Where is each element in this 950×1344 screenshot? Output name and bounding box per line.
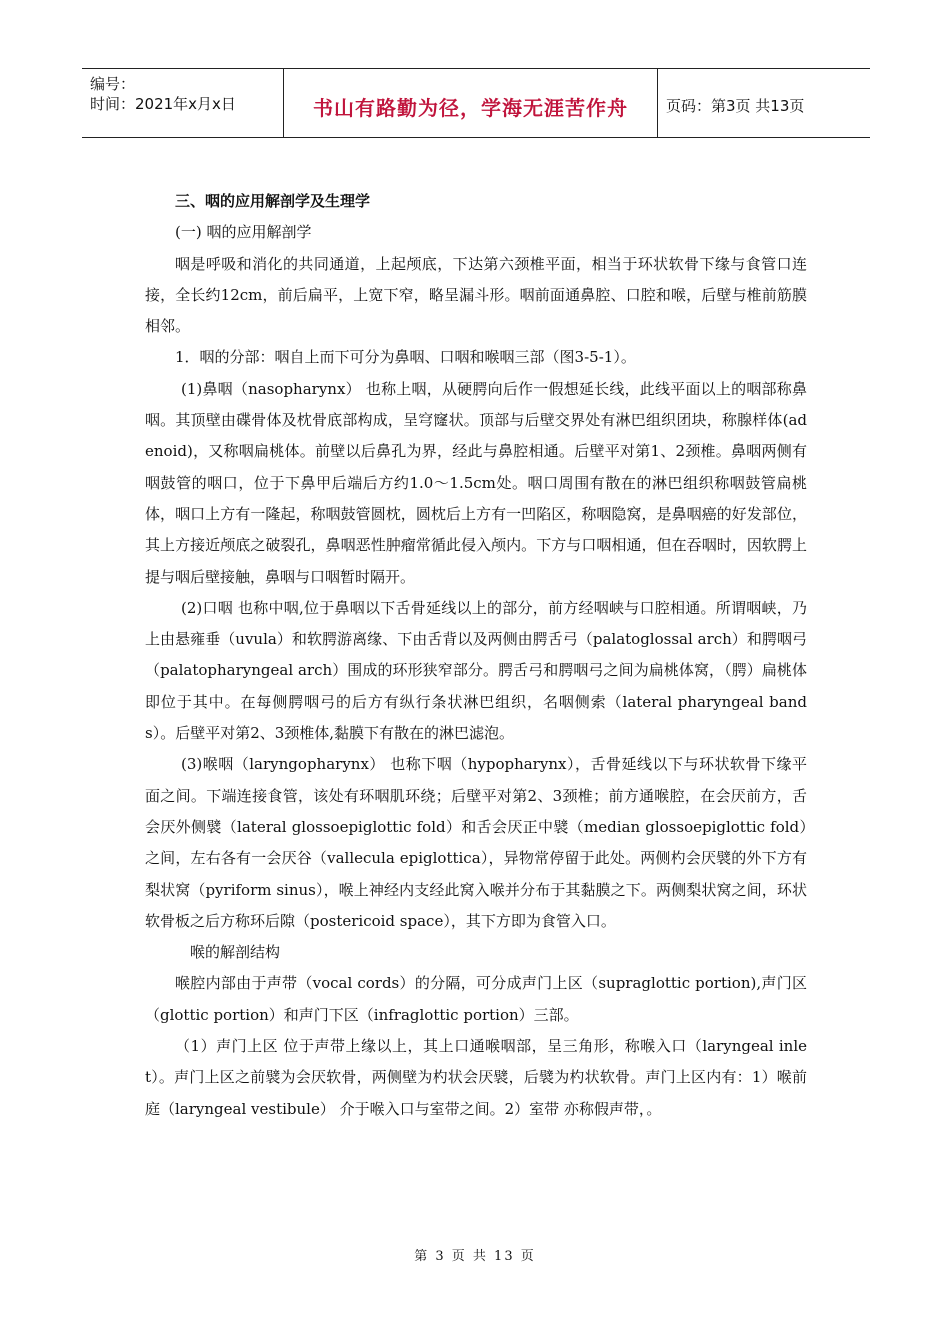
header-motto: 书山有路勤为径，学海无涯苦作舟 (313, 96, 628, 120)
header-motto-cell (284, 69, 658, 137)
document-body (145, 186, 807, 1125)
subsection-heading: (一) 咽的应用解剖学 (175, 223, 312, 242)
body-paragraph: (3)喉咽（laryngopharynx） 也称下咽（hypopharynx），舌骨延线以下与环状软骨下缘平面之间。下端连接食管，该处有环咽肌环绕；后壁平对第2、3颈椎；前方通喉腔，在会厌前方，舌会厌外侧襞（lateral glossoepiglottic fold）和舌会厌正中襞（median glossoepiglottic fold）之间，左右各有一会厌谷（vallecula epiglottica），异物常停留于此处。两侧杓会厌襞的外下方有梨状窝（pyriform sinus），喉上神经内支经此窝入喉并分布于其黏膜之下。两侧梨状窝之间，环状软骨板之后方称环后隙（postericoid space），其下方即为食管入口。 (145, 755, 807, 930)
subsection-heading: 喉的解剖结构 (190, 943, 281, 962)
section-heading: 三、咽的应用解剖学及生理学 (175, 192, 371, 210)
document-date: 时间：2021年x月x日 (90, 95, 236, 113)
document-number-label: 编号： (90, 75, 136, 93)
header-page-cell (658, 69, 870, 137)
body-paragraph: (1)鼻咽（nasopharynx） 也称上咽，从硬腭向后作一假想延长线，此线平面以上的咽部称鼻咽。其顶壁由碟骨体及枕骨底部构成，呈穹窿状。顶部与后壁交界处有淋巴组织团块，称腺样体(adenoid)，又称咽扁桃体。前壁以后鼻孔为界，经此与鼻腔相通。后壁平对第1、2颈椎。鼻咽两侧有咽鼓管的咽口，位于下鼻甲后端后方约1.0～1.5cm处。咽口周围有散在的淋巴组织称咽鼓管扁桃体，咽口上方有一隆起，称咽鼓管圆枕，圆枕后上方有一凹陷区，称咽隐窝，是鼻咽癌的好发部位，其上方接近颅底之破裂孔，鼻咽恶性肿瘤常循此侵入颅内。下方与口咽相通，但在吞咽时，因软腭上提与咽后壁接触，鼻咽与口咽暂时隔开。 (145, 379, 807, 586)
body-paragraph: 1．咽的分部：咽自上而下可分为鼻咽、口咽和喉咽三部（图3-5-1）。 (175, 348, 636, 367)
header-page-info: 页码：第3页 共13页 (666, 97, 805, 115)
body-paragraph: (2)口咽 也称中咽,位于鼻咽以下舌骨延线以上的部分，前方经咽峡与口腔相通。所谓咽峡，乃上由悬雍垂（uvula）和软腭游离缘、下由舌背以及两侧由腭舌弓（palatoglossal arch）和腭咽弓（palatopharyngeal arch）围成的环形狭窄部分。腭舌弓和腭咽弓之间为扁桃体窝，（腭）扁桃体即位于其中。在每侧腭咽弓的后方有纵行条状淋巴组织，名咽侧索（lateral pharyngeal bands）。后壁平对第2、3颈椎体,黏膜下有散在的淋巴滤泡。 (145, 598, 807, 743)
header-meta-cell (82, 69, 284, 137)
body-paragraph: 咽是呼吸和消化的共同通道，上起颅底，下达第六颈椎平面，相当于环状软骨下缘与食管口连接，全长约12cm，前后扁平，上宽下窄，略呈漏斗形。咽前面通鼻腔、口腔和喉，后壁与椎前筋膜相邻。 (145, 254, 807, 336)
document-header (82, 68, 870, 138)
page-footer: 第 3 页 共 13 页 (414, 1249, 536, 1264)
body-paragraph: 喉腔内部由于声带（vocal cords）的分隔，可分成声门上区（supraglottic portion),声门区（glottic portion）和声门下区（infraglottic portion）三部。 (145, 974, 807, 1024)
body-paragraph: （1）声门上区 位于声带上缘以上，其上口通喉咽部，呈三角形，称喉入口（laryngeal inlet）。声门上区之前襞为会厌软骨，两侧壁为杓状会厌襞，后襞为杓状软骨。声门上区内有：1）喉前庭（laryngeal vestibule） 介于喉入口与室带之间。2）室带 亦称假声带，。 (145, 1037, 807, 1118)
